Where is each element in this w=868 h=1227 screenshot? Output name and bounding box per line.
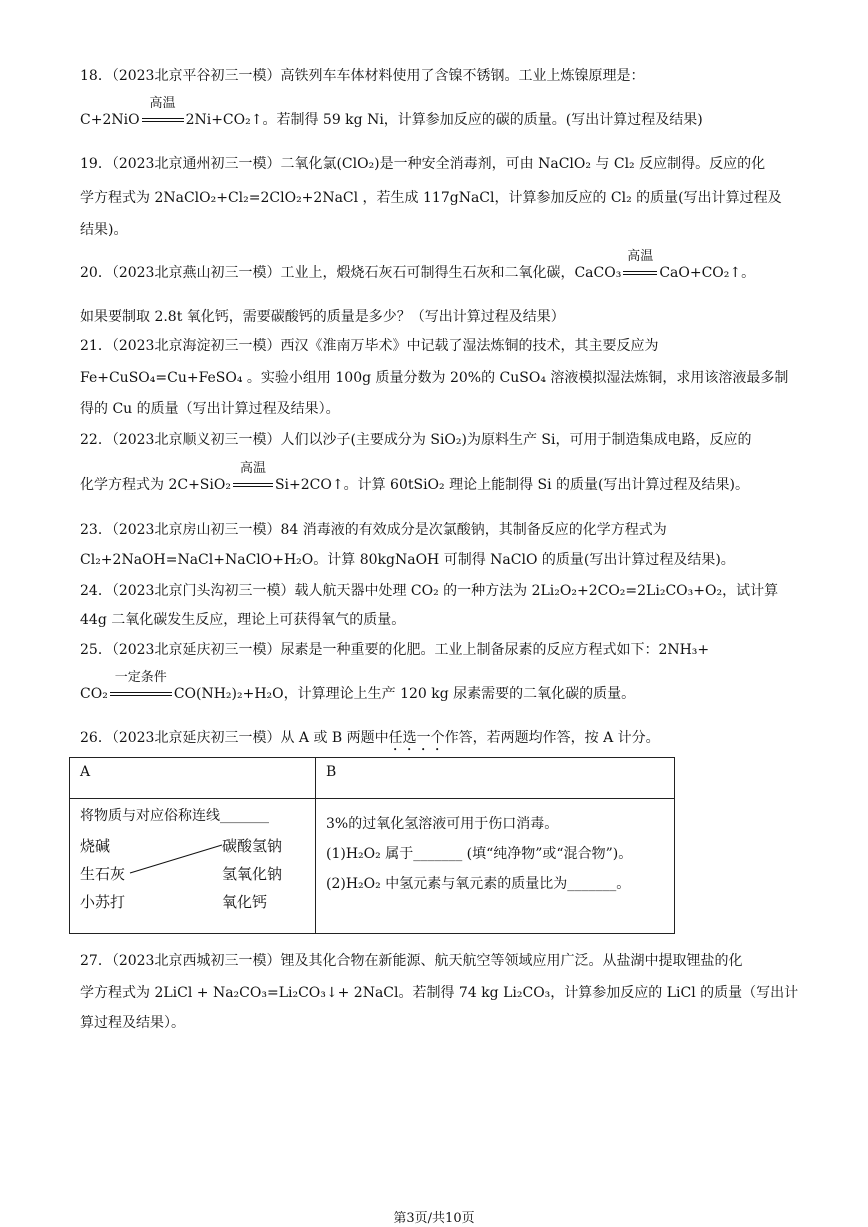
q20-eq-arrow [621,249,659,282]
q22-eq-condition: 高温 [239,461,266,476]
q26-cell-a [70,799,316,934]
q24-line2: 44g 二氧化碳发生反应，理论上可获得氧气的质量。 [80,612,406,628]
q26-a-right-item[interactable]: 氢氧化钠 [222,865,283,883]
q22-line1: 22．（2023北京顺义初三一模）人们以沙子(主要成分为 SiO₂)为原料生产 Si，可用于制造集成电路，反应的 [80,432,752,448]
q18-eq-right: 2Ni+CO₂↑。若制得 59 kg Ni，计算参加反应的碳的质量。(写出计算过程及结果) [185,112,703,128]
q18-line1: 18．（2023北京平谷初三一模）高铁列车车体材料使用了含镍不锈钢。工业上炼镍原理是： [80,68,645,84]
q24-line1: 24．（2023北京门头沟初三一模）载人航天器中处理 CO₂ 的一种方法为 2Li₂O₂+2CO₂=2Li₂CO₃+O₂，试计算 [80,583,779,599]
q25-eq-condition: 一定条件 [114,670,167,685]
q18-eq-condition: 高温 [149,96,176,111]
q26-b-line1: 3%的过氧化氢溶液可用于伤口消毒。 [326,816,559,832]
q26-a-left-item[interactable]: 烧碱 [80,837,111,855]
q27-line1: 27．（2023北京西城初三一模）锂及其化合物在新能源、航天航空等领域应用广泛。从盐湖中提取锂盐的化 [80,953,743,969]
q20-eq-condition: 高温 [627,249,654,264]
q26-a-left-item[interactable]: 小苏打 [80,893,126,911]
q21-line3: 得的 Cu 的质量（写出计算过程及结果）。 [80,401,340,417]
q21-line2: Fe+CuSO₄=Cu+FeSO₄ 。实验小组用 100g 质量分数为 20%的 CuSO₄ 溶液模拟湿法炼铜，求用该溶液最多制 [80,370,789,386]
q23-line1: 23．（2023北京房山初三一模）84 消毒液的有效成分是次氯酸钠，其制备反应的化学方程式为 [80,522,667,538]
q22-eq-right: Si+2CO↑。计算 60tSiO₂ 理论上能制得 Si 的质量(写出计算过程及结果)。 [274,477,749,493]
q26-line1-a: 26．（2023北京延庆初三一模）从 A 或 B 两题中 [80,730,389,746]
page-footer: 第3页/共10页 [393,1211,475,1226]
q26-head-a: A [70,758,316,799]
q26-a-right-item[interactable]: 氧化钙 [222,893,268,911]
q26-a-left-item[interactable]: 生石灰 [80,865,126,883]
q25-equation-line [80,670,636,703]
q27-line2: 学方程式为 2LiCl + Na₂CO₃=Li₂CO₃↓+ 2NaCl。若制得 74 kg Li₂CO₃，计算参加反应的 LiCl 的质量（写出计 [80,985,799,1001]
q20-eq-right: CaO+CO₂↑。 [659,265,756,281]
q26-table [69,757,675,934]
q26-cell-b [316,799,675,934]
q25-eq-right: CO(NH₂)₂+H₂O，计算理论上生产 120 kg 尿素需要的二氧化碳的质量。 [173,686,636,702]
q18-eq-arrow [140,96,186,129]
q19-line2: 学方程式为 2NaClO₂+Cl₂=2ClO₂+2NaCl ，若生成 117gNaCl，计算参加反应的 Cl₂ 的质量(写出计算过程及 [80,190,782,206]
q18-equation-line [80,96,703,129]
q25-line1: 25．（2023北京延庆初三一模）尿素是一种重要的化肥。工业上制备尿素的反应方程式如下：2NH₃+ [80,642,710,658]
q19-line3: 结果)。 [80,222,128,238]
q21-line1: 21．（2023北京海淀初三一模）西汉《淮南万毕术》中记载了湿法炼铜的技术，其主要反应为 [80,338,659,354]
q25-eq-arrow [108,670,174,703]
q26-emphasis: 任选一个 [388,730,445,746]
q26-line1-b: 作答，若两题均作答，按 A 计分。 [444,730,660,746]
q18-eq-left: C+2NiO [80,112,140,128]
q20-equation-line [80,249,756,282]
q20-line1: 20．（2023北京燕山初三一模）工业上，煅烧石灰石可制得生石灰和二氧化碳，CaCO₃ [80,265,622,281]
q26-b-line3: (2)H₂O₂ 中氢元素与氧元素的质量比为_______。 [326,876,631,892]
q26-a-prompt: 将物质与对应俗称连线_______ [80,808,269,824]
q26-connecting-line [80,805,285,909]
q19-line1: 19．（2023北京通州初三一模）二氧化氯(ClO₂)是一种安全消毒剂，可由 NaClO₂ 与 Cl₂ 反应制得。反应的化 [80,156,766,172]
q26-b-line2: (1)H₂O₂ 属于_______ (填“纯净物”或“混合物”)。 [326,846,633,862]
q25-eq-left: CO₂ [80,686,108,702]
q22-eq-arrow [231,461,275,494]
q26-line1 [80,729,660,754]
q20-line2: 如果要制取 2.8t 氧化钙，需要碳酸钙的质量是多少？（写出计算过程及结果） [80,309,565,325]
q27-line3: 算过程及结果）。 [80,1015,185,1031]
q26-head-b: B [316,758,675,799]
q22-equation-line [80,461,749,494]
q26-a-right-item[interactable]: 碳酸氢钠 [222,837,283,855]
q23-line2: Cl₂+2NaOH=NaCl+NaClO+H₂O。计算 80kgNaOH 可制得 NaClO 的质量(写出计算过程及结果)。 [80,552,735,568]
q22-eq-left: 化学方程式为 2C+SiO₂ [80,477,231,493]
